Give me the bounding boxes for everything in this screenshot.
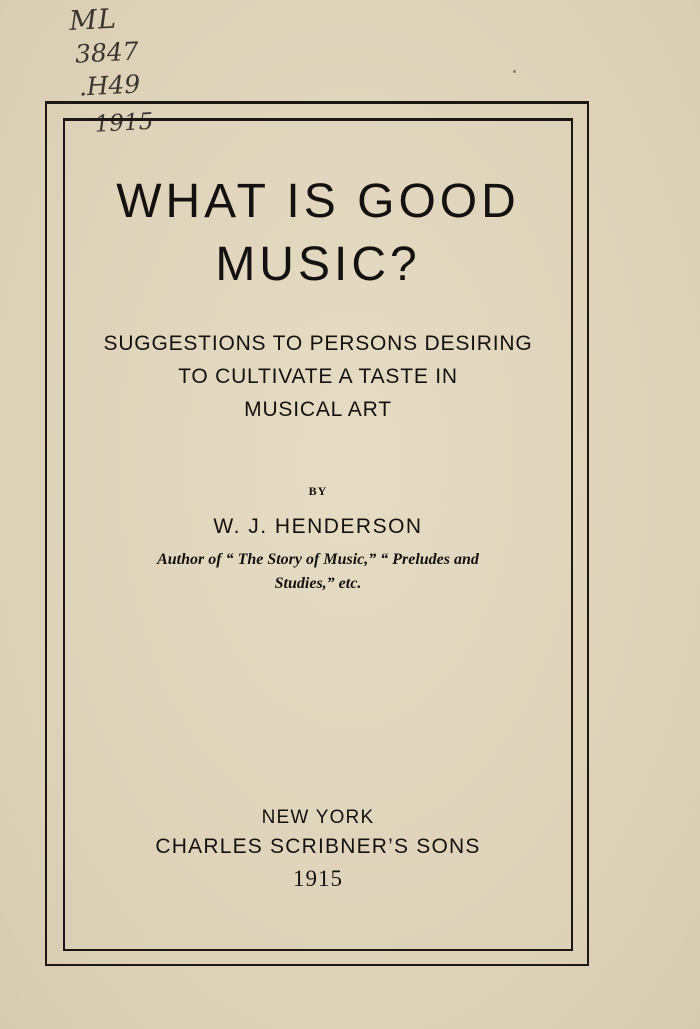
by-label: BY <box>308 484 328 498</box>
title-line: MUSIC? <box>215 238 421 291</box>
subtitle-line: MUSICAL ART <box>244 398 392 421</box>
subtitle-line: SUGGESTIONS TO PERSONS DESIRING <box>103 332 533 355</box>
call-number-line: ML <box>68 3 118 37</box>
call-number-line: 3847 <box>74 36 140 69</box>
title-line: WHAT IS GOOD <box>116 175 520 228</box>
publisher-name: CHARLES SCRIBNER’S SONS <box>155 835 481 858</box>
book-subtitle <box>63 327 573 426</box>
call-number-line: 1915 <box>94 108 154 138</box>
publication-year: 1915 <box>293 866 343 891</box>
subtitle-line: TO CULTIVATE A TASTE IN <box>178 365 458 388</box>
paper-speck <box>513 70 516 73</box>
publication-place: NEW YORK <box>261 807 375 828</box>
author-credits <box>63 548 573 596</box>
credits-line: Studies,” etc. <box>274 575 362 592</box>
author-name: W. J. HENDERSON <box>213 515 423 538</box>
book-title <box>63 170 573 296</box>
credits-line: Author of “ The Story of Music,” “ Preludes and <box>157 551 479 568</box>
call-number-line: .H49 <box>78 69 142 102</box>
